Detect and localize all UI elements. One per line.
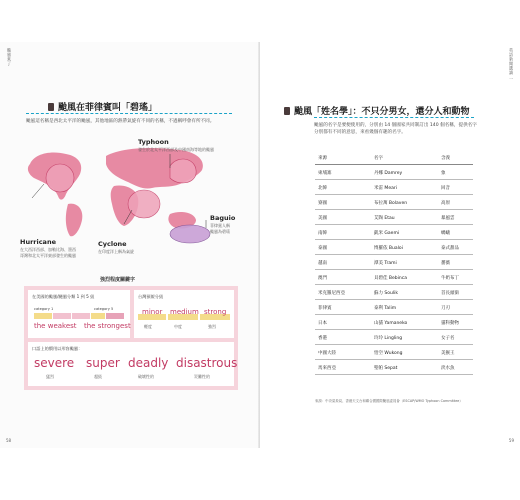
header-name: 名字 [374,155,383,161]
cell-name: 潭美 Trami [374,260,397,266]
left-heading-rule [26,113,232,114]
cell-source: 香港 [318,335,327,341]
cell-name: 悟空 Wukong [374,350,403,356]
right-heading-rule [314,117,474,118]
cell-name: 山貓 Yamaneko [374,320,408,326]
cell-name: 玲玲 Lingling [374,335,403,341]
word-disastrous-cn: 災難性的 [194,374,210,379]
category-5-label: category 5 [94,307,114,311]
strength-title: 強烈程度關鍵字 [100,277,136,283]
table-row [315,240,473,255]
taiwan-level-title: 台灣預報分級 [138,294,164,299]
cell-source: 柬埔寨 [318,170,332,176]
table-row [315,360,473,375]
heading-bar-icon [48,103,54,111]
right-heading-text: 颱風「姓名學」：不只分男女，還分人和動物 [294,107,470,117]
table-header-row [315,150,473,165]
cell-name: 米雷 Meari [374,185,397,191]
cell-meaning: 首長頭銜 [441,290,459,296]
left-heading-text: 颱風在菲律賓叫「碧瑤」 [58,103,158,113]
cell-name: 凱米 Gaemi [374,230,400,236]
cyclone-label: Cyclone [98,240,127,248]
us-category-panel [28,290,130,338]
cell-meaning: 女子名 [441,335,455,341]
table-row [315,210,473,225]
hurricane-label: Hurricane [20,238,56,246]
level-minor-en: minor [142,308,163,316]
weakest-text: the weakest [34,322,77,330]
baguio-region [170,225,210,243]
scale-seg-1 [34,313,52,319]
header-source: 來源 [318,155,327,161]
cell-name: 蘇力 Soulik [374,290,398,296]
scale-seg-2 [53,313,71,319]
cell-source: 菲律賓 [318,305,332,311]
cell-name: 泰利 Talim [374,305,397,311]
baguio-desc-1: 菲律賓人稱 [210,223,230,228]
cell-source: 北韓 [318,185,327,191]
table-row [315,300,473,315]
level-strong-en: strong [204,308,227,316]
cell-source: 馬來西亞 [318,365,336,371]
cell-meaning: 薔薇 [441,260,450,266]
table-row [315,195,473,210]
cell-meaning: 暴風雲 [441,215,455,221]
strongest-text: the strongest [84,322,131,330]
level-strong-cn: 強烈 [208,324,216,329]
cell-source: 中國大陸 [318,350,336,356]
header-meaning: 含義 [441,155,450,161]
right-heading [284,104,470,117]
strength-panel [24,286,238,390]
cell-name: 博羅依 Bualoi [374,245,403,251]
word-deadly: deadly [128,356,169,370]
cyclone-desc: 在印度洋上稱為氣旋 [98,249,134,254]
us-category-title: 在美國的颱風/颶風分類 1 到 5 級 [32,294,95,299]
cyclone-region [128,190,160,218]
level-medium-en: medium [170,308,199,316]
word-severe-cn: 猛烈 [46,374,54,379]
cell-meaning: 高原 [441,200,450,206]
left-intro: 颱風這名稱是西北太平洋的颱風，其他地區的熱帶氣旋有不同的名稱，不過稱呼會有所不同。 [26,119,215,124]
south-america-shape [66,204,82,237]
scale-seg-4 [91,313,105,319]
cell-meaning: 刀刃 [441,305,450,311]
descriptive-words-panel [28,342,238,386]
table-row [315,180,473,195]
cell-meaning: 象 [441,170,446,176]
cell-source: 美國 [318,215,327,221]
typhoon-label: Typhoon [138,138,169,146]
table-row [315,315,473,330]
typhoon-desc: 發生於北太平洋西部及中國南海等地的颱風 [138,147,214,152]
table-row [315,225,473,240]
word-severe: severe [34,356,75,370]
cell-name: 艾陶 Etau [374,215,395,221]
table-row [315,285,473,300]
cell-name: 貝碧佳 Bebinca [374,275,407,281]
cell-name: 聖帕 Sepat [374,365,398,371]
baguio-desc-2: 颱風為碧瑤 [210,229,230,234]
hurricane-pointer [32,184,44,198]
right-page-number: 59 [508,438,514,443]
cell-meaning: 美猴王 [441,350,455,356]
hurricane-desc-2: 哥灣和北太平洋東部發生的颱風 [20,253,76,258]
category-1-label: category 1 [34,307,54,311]
cell-source: 澳門 [318,275,327,281]
left-page [0,42,260,448]
baguio-label: Baguio [210,214,236,222]
hurricane-desc-1: 在大西洋西部、加勒比海、墨西 [20,247,76,252]
typhoon-region [170,159,196,183]
cell-source: 日本 [318,320,327,326]
cell-source: 越南 [318,260,327,266]
scale-seg-3 [72,313,90,319]
cell-meaning: 牛奶布丁 [441,275,459,281]
cell-meaning: 泰式甜品 [441,245,459,251]
table-row [315,270,473,285]
descriptive-words-title: 口語上的慣用以形容颱風： [32,346,83,351]
table-row [315,345,473,360]
table-row [315,255,473,270]
table-row [315,165,473,180]
word-super-cn: 超級 [94,374,102,379]
left-side-text: 颱風來了 [7,48,12,66]
cell-source: 泰國 [318,245,327,251]
cell-name: 布拉萬 Bolaven [374,200,408,206]
level-medium-cn: 中度 [174,324,182,329]
left-heading [48,100,157,113]
cell-meaning: 螞蟻 [441,230,450,236]
right-intro: 颱風的名字是要便使用的，分別由 14 個國家共同制訂出 140 個名稱，提供名字分別都有不同的意思，來看幾個有趣的名字。 [314,123,477,135]
table-footnote: 來源：中央氣象局、香港天文台和聯合國國際颱風委員會（ESCAP/WMO Typhoon Committee） [315,399,463,403]
heading-bar-icon [284,107,290,115]
taiwan-level-panel [134,290,234,338]
word-super: super [86,356,120,370]
table-row [315,330,473,345]
cell-meaning: 回音 [441,185,450,191]
hurricane-region [46,164,74,192]
left-page-number: 58 [6,438,12,443]
word-disastrous: disastrous [176,356,238,370]
cell-source: 南韓 [318,230,327,236]
level-minor-cn: 輕度 [144,324,152,329]
cell-meaning: 貓科動物 [441,320,459,326]
world-map [20,124,230,244]
cell-meaning: 淡水魚 [441,365,455,371]
scale-seg-5 [106,313,124,319]
right-side-text: 英語新聞選讀 一 [509,48,514,82]
cell-name: 丹娜 Damrey [374,170,403,176]
cell-source: 寮國 [318,200,327,206]
cell-source: 米克羅尼西亞 [318,290,345,296]
word-deadly-cn: 破壞性的 [138,374,154,379]
